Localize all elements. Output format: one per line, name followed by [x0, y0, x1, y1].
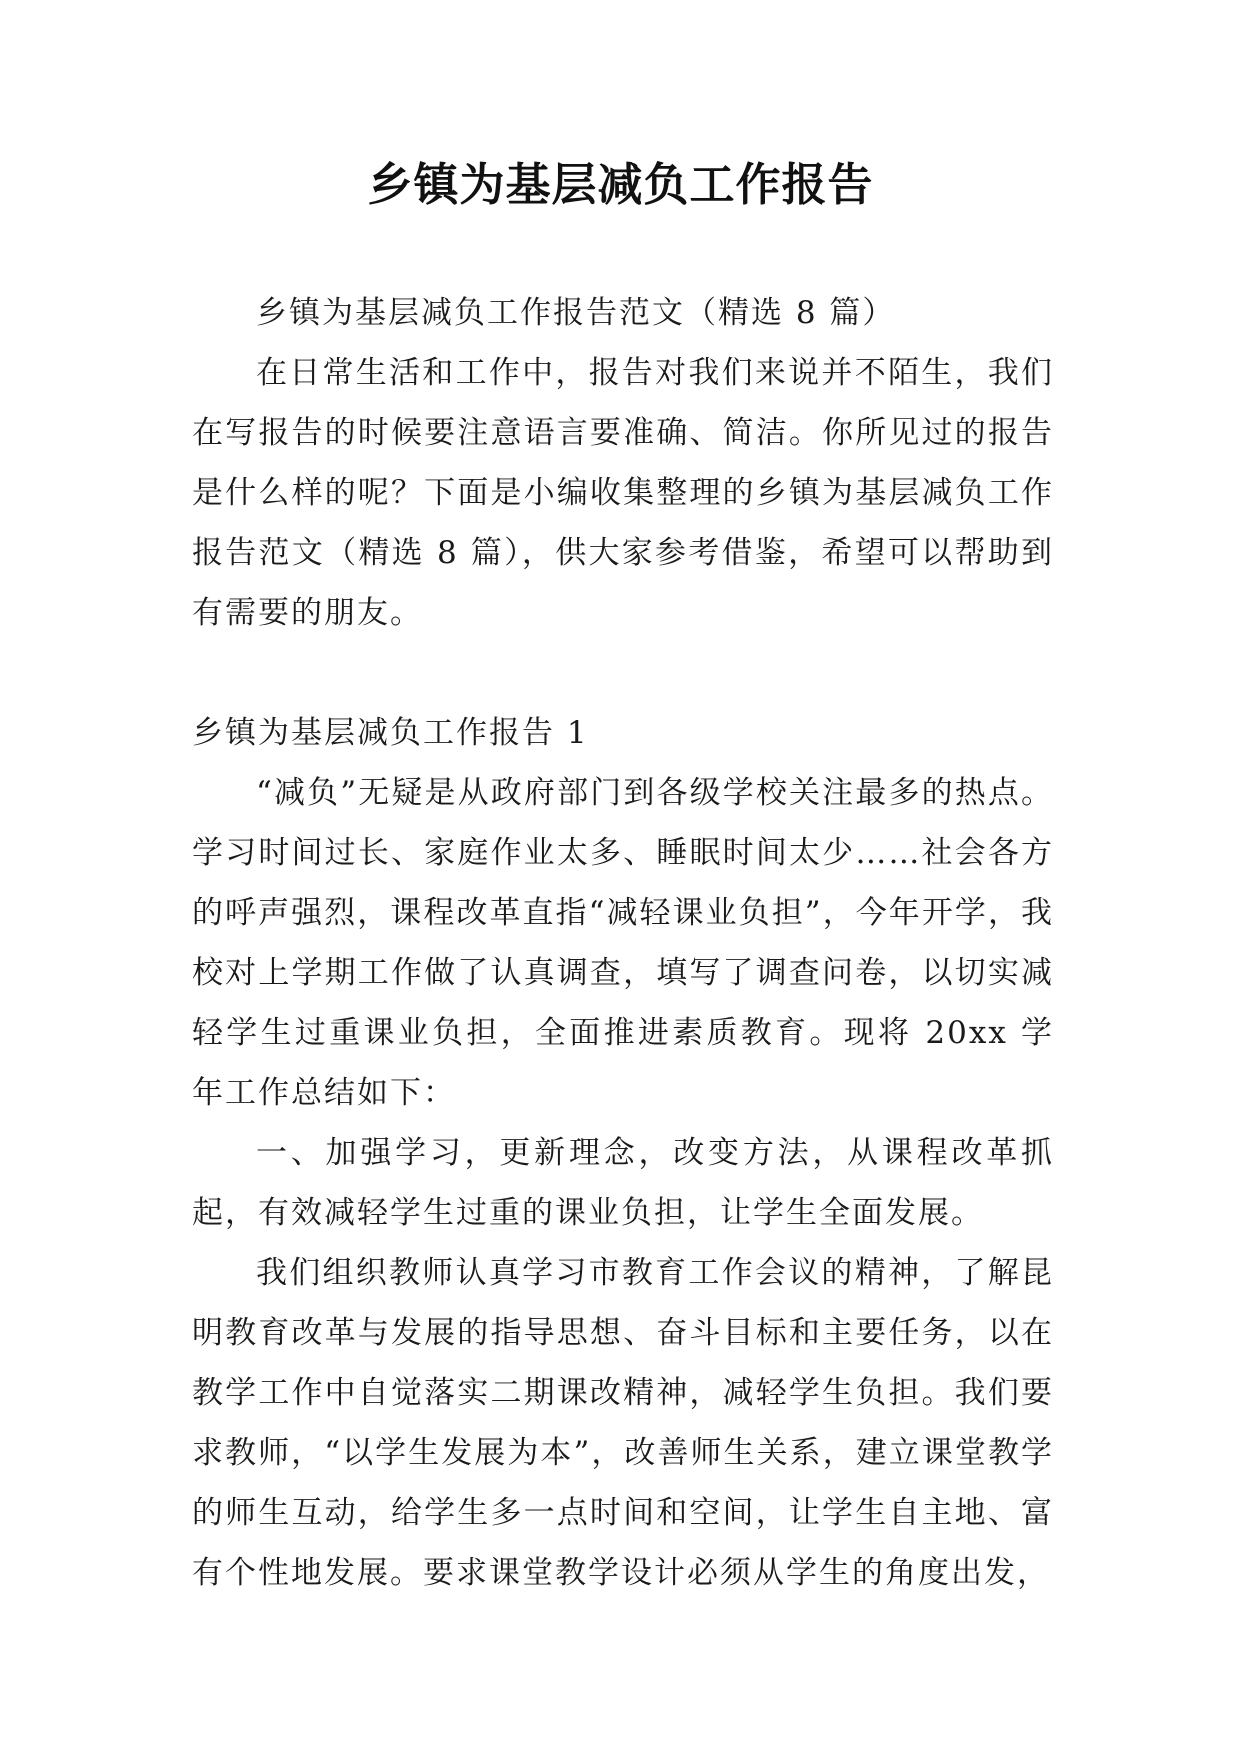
document-title: 乡镇为基层减负工作报告: [367, 158, 874, 211]
section-paragraph-1: “减负”无疑是从政府部门到各级学校关注最多的热点。学习时间过长、家庭作业太多、睡眠时间太少……社会各方的呼声强烈，课程改革直指“减轻课业负担”，今年开学，我校对上学期工作做了认真调查，填写了调查问卷，以切实减轻学生过重课业负担，全面推进素质教育。现将 20xx 学年工作总结如下：: [192, 775, 1054, 1111]
section-paragraph-2: 一、加强学习，更新理念，改变方法，从课程改革抓起，有效减轻学生过重的课业负担，让学生全面发展。: [192, 1135, 1054, 1231]
section-spacer: [192, 643, 1054, 703]
intro-paragraph: 在日常生活和工作中，报告对我们来说并不陌生，我们在写报告的时候要注意语言要准确、简洁。你所见过的报告是什么样的呢？下面是小编收集整理的乡镇为基层减负工作报告范文（精选 8 篇），供大家参考借鉴，希望可以帮助到有需要的朋友。: [192, 355, 1054, 631]
subtitle-line: 乡镇为基层减负工作报告范文（精选 8 篇）: [256, 295, 896, 331]
document-body: [192, 283, 1054, 1603]
section-heading: 乡镇为基层减负工作报告 1: [192, 715, 589, 751]
section-paragraph-3: 我们组织教师认真学习市教育工作会议的精神，了解昆明教育改革与发展的指导思想、奋斗目标和主要任务，以在教学工作中自觉落实二期课改精神，减轻学生负担。我们要求教师，“以学生发展为本”，改善师生关系，建立课堂教学的师生互动，给学生多一点时间和空间，让学生自主地、富有个性地发展。要求课堂教学设计必须从学生的角度出发，: [192, 1255, 1054, 1591]
